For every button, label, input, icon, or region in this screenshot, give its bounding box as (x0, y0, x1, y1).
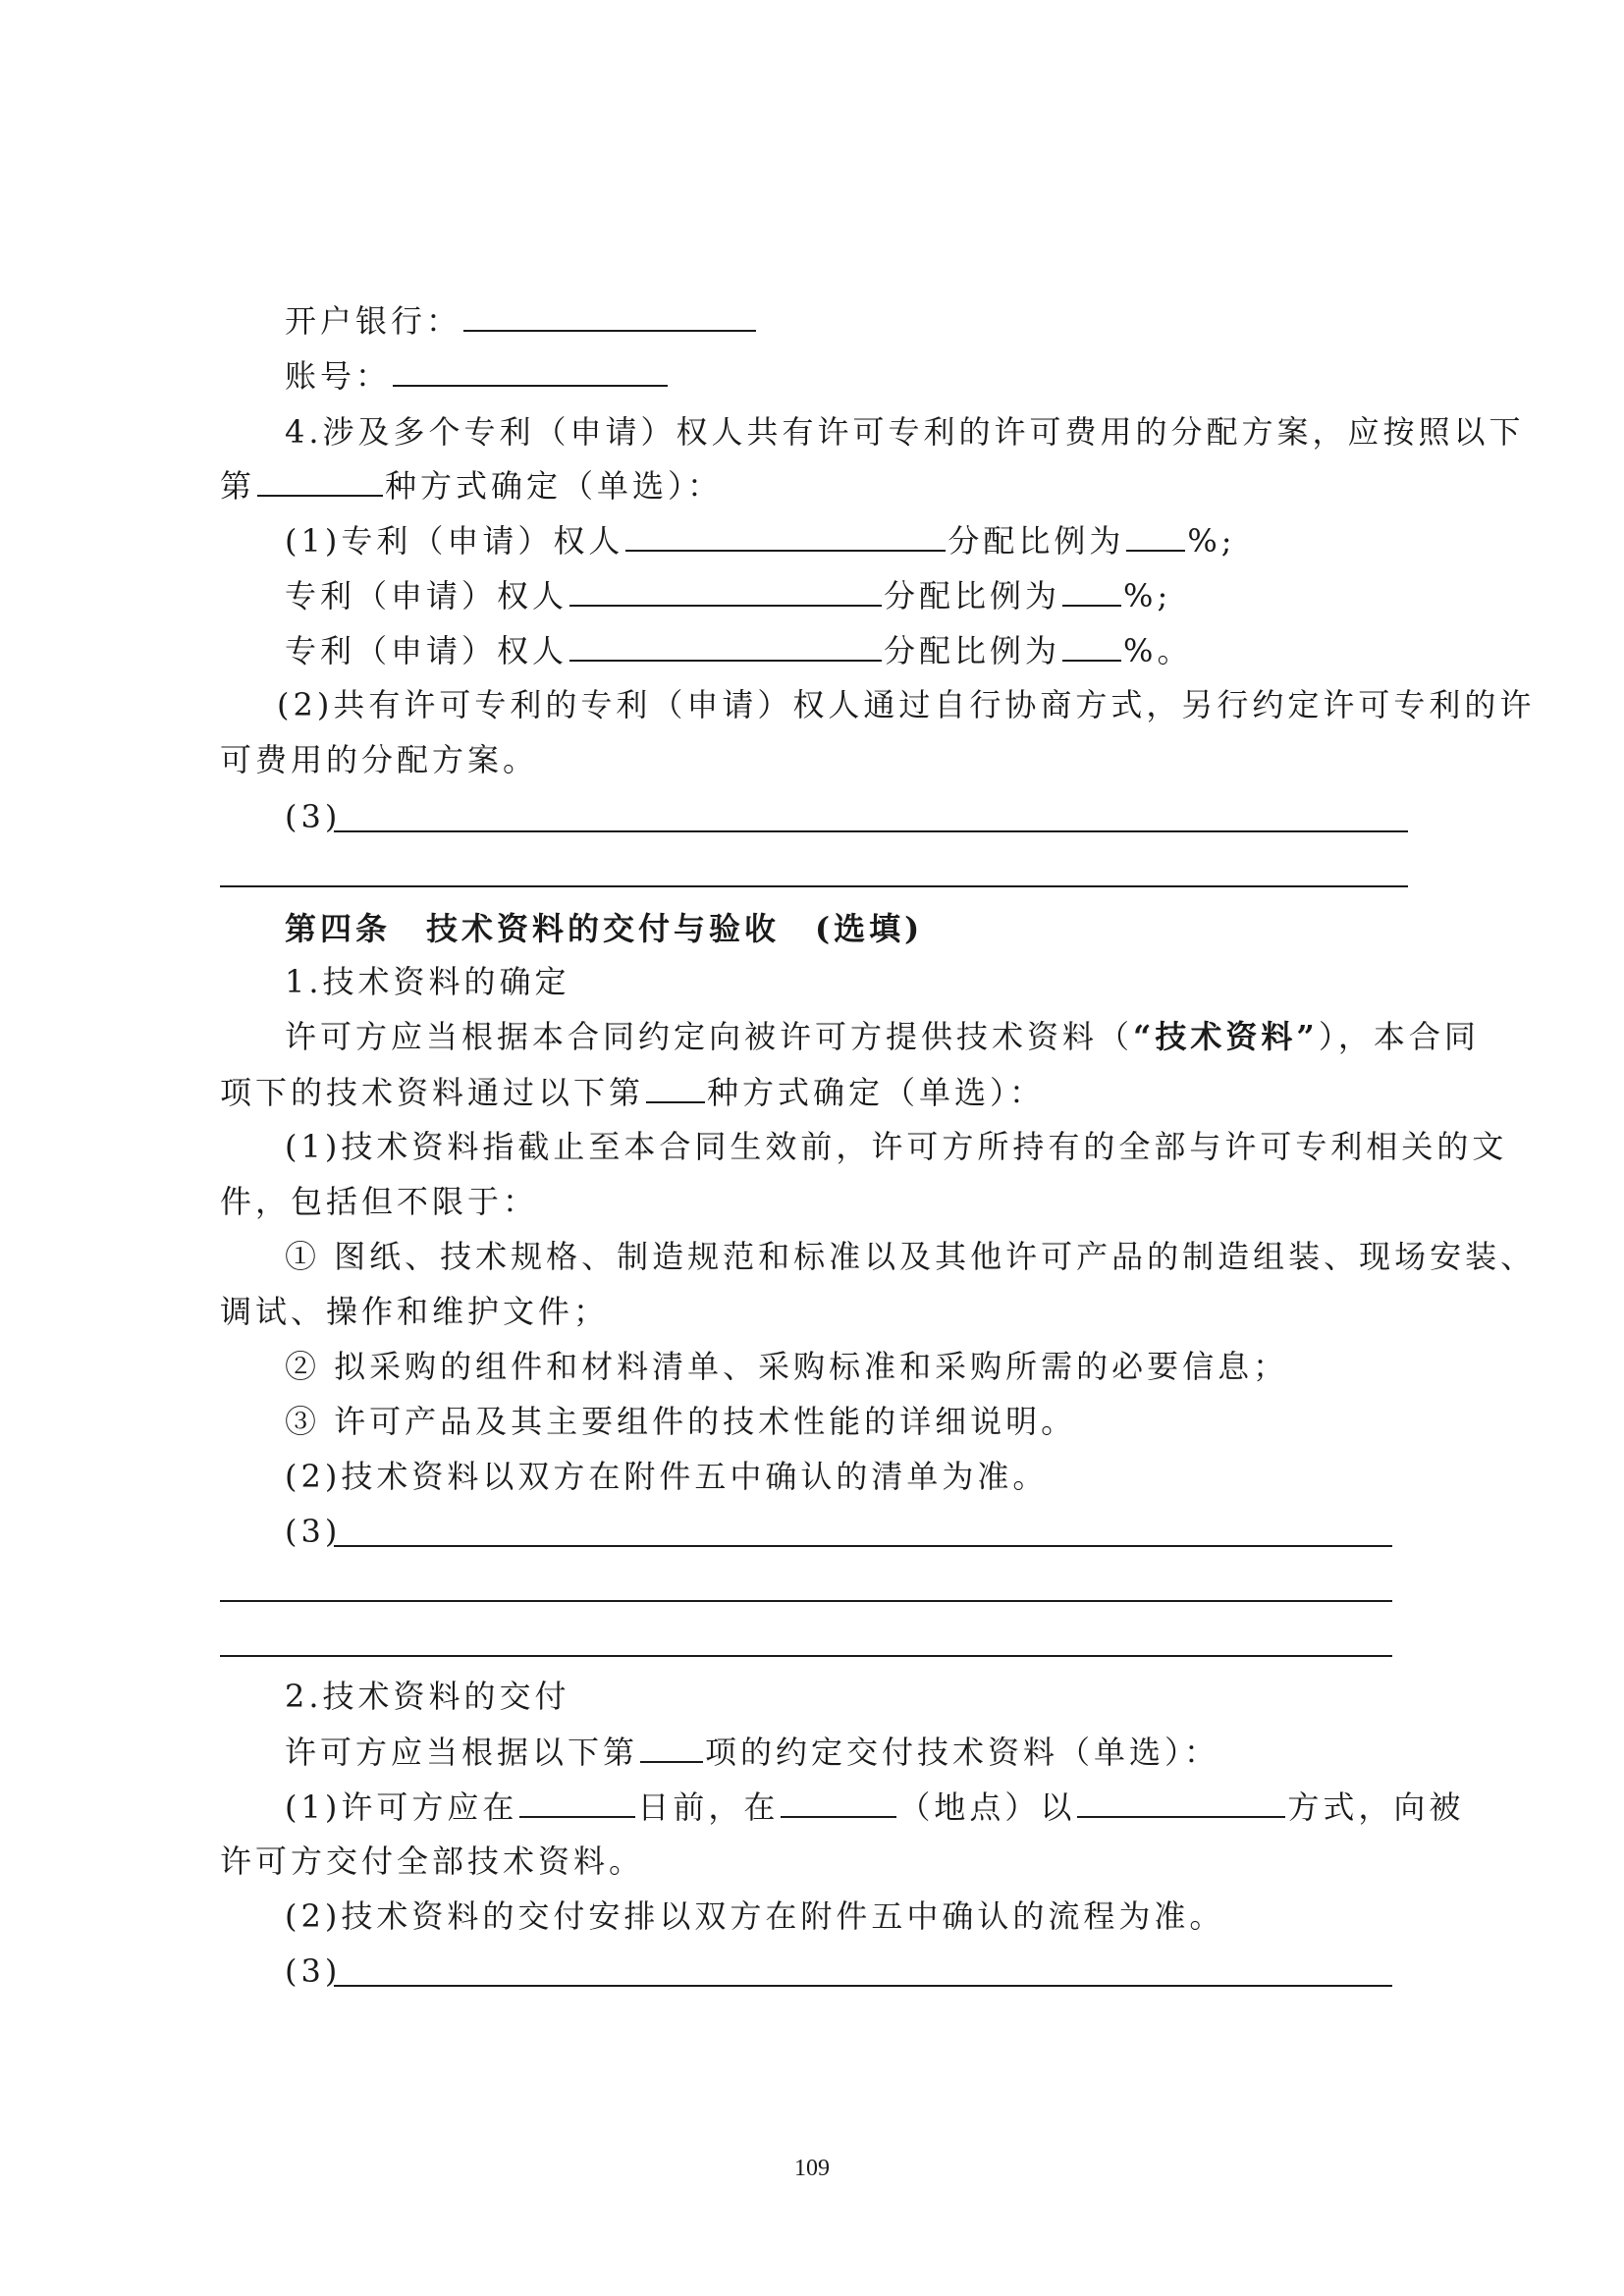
s2-place-blank (781, 1787, 896, 1818)
opt1-a-end: %; (1187, 522, 1236, 560)
s1-opt3-blank-3 (220, 1655, 1392, 1657)
section2-title: 2.技术资料的交付 (285, 1678, 570, 1715)
s2-opt1-line-a (285, 1787, 1464, 1827)
s1-opt3-blank-2 (220, 1600, 1392, 1602)
s2-method-blank (1077, 1787, 1285, 1818)
opt1-c-ratio-blank (1062, 630, 1121, 662)
opt1-b-mid: 分配比例为 (884, 577, 1061, 614)
s2-opt1-part2: 日前，在 (637, 1789, 780, 1826)
s1-p1-line-a (285, 1017, 1480, 1056)
opt1-line-c (285, 630, 1192, 670)
bank-blank (463, 300, 756, 332)
s2-opt3-label: (3) (285, 1952, 342, 1990)
s2-opt2: (2)技术资料的交付安排以双方在附件五中确认的流程为准。 (285, 1897, 1225, 1935)
bank-line (285, 300, 758, 341)
s2-opt1-part1: (1)许可方应在 (285, 1789, 518, 1826)
opt1-a-pre: (1)专利（申请）权人 (285, 522, 624, 560)
s2-opt1-part3: （地点）以 (898, 1789, 1076, 1826)
s2-opt1-part4: 方式，向被 (1287, 1789, 1465, 1826)
s1-p1-b-post: 种方式确定（单选）： (707, 1074, 1046, 1111)
opt1-a-holder-blank (625, 520, 946, 552)
article4-title: 第四条 技术资料的交付与验收 (选填) (285, 910, 924, 947)
opt1-a-mid: 分配比例为 (947, 522, 1125, 560)
opt1-line-b (285, 575, 1171, 615)
s1-p1-a-pre: 许可方应当根据本合同约定向被许可方提供技术资料（ (285, 1018, 1134, 1055)
opt1-a-ratio-blank (1126, 520, 1185, 552)
s1-opt1-line-a: (1)技术资料指截止至本合同生效前，许可方所持有的全部与许可专利相关的文 (285, 1128, 1508, 1165)
opt2-line-b: 可费用的分配方案。 (220, 741, 539, 778)
opt1-c-end: %。 (1123, 632, 1193, 669)
section1-title: 1.技术资料的确定 (285, 963, 570, 1000)
opt1-b-holder-blank (569, 575, 882, 607)
item4-line-b (220, 465, 723, 506)
s2-opt3-blank (334, 1985, 1392, 1987)
s1-clause1-line-b: 调试、操作和维护文件； (220, 1293, 610, 1330)
s2-p1-pre: 许可方应当根据以下第 (285, 1734, 639, 1771)
opt3-label: (3) (285, 798, 342, 835)
item4-line-a: 4.涉及多个专利（申请）权人共有许可专利的许可费用的分配方案，应按照以下 (285, 413, 1525, 451)
opt1-c-pre: 专利（申请）权人 (285, 632, 568, 669)
s1-p1-line-b (220, 1072, 1045, 1112)
s1-p1-defined-term: “技术资料” (1133, 1018, 1319, 1055)
opt1-b-end: %; (1123, 577, 1172, 614)
opt2-line-a: (2)共有许可专利的专利（申请）权人通过自行协商方式，另行约定许可专利的许 (277, 686, 1536, 723)
opt1-line-a (285, 520, 1236, 561)
s1-opt3-line (285, 1512, 341, 1551)
s1-clause1-line-a: ① 图纸、技术规格、制造规范和标准以及其他许可产品的制造组装、现场安装、 (285, 1238, 1537, 1275)
s1-p1-a-post: ），本合同 (1318, 1018, 1480, 1055)
opt1-c-mid: 分配比例为 (884, 632, 1061, 669)
opt3-blank (334, 830, 1408, 832)
s1-opt3-label: (3) (285, 1513, 342, 1550)
opt3-blank-continued (220, 885, 1408, 887)
bank-label: 开户银行： (285, 302, 462, 340)
account-line (285, 355, 670, 396)
s1-method-blank (646, 1072, 705, 1103)
page-number: 109 (794, 2156, 830, 2181)
s2-p1-line (285, 1732, 1219, 1772)
s2-date-blank (519, 1787, 635, 1818)
opt1-b-pre: 专利（申请）权人 (285, 577, 568, 614)
item4-b-post: 种方式确定（单选）： (385, 467, 724, 505)
s1-opt2: (2)技术资料以双方在附件五中确认的清单为准。 (285, 1458, 1049, 1495)
account-blank (393, 355, 668, 387)
account-label: 账号： (285, 357, 392, 395)
item4-b-pre: 第 (220, 467, 256, 505)
s2-opt3-line (285, 1951, 341, 1991)
opt1-c-holder-blank (569, 630, 882, 662)
s2-opt1-line-b: 许可方交付全部技术资料。 (220, 1842, 645, 1880)
opt3-line (285, 797, 341, 836)
s1-opt1-line-b: 件，包括但不限于： (220, 1183, 539, 1220)
s1-p1-b-pre: 项下的技术资料通过以下第 (220, 1074, 645, 1111)
opt1-b-ratio-blank (1062, 575, 1121, 607)
s1-clause2: ② 拟采购的组件和材料清单、采购标准和采购所需的必要信息； (285, 1348, 1289, 1385)
s2-p1-post: 项的约定交付技术资料（单选）： (705, 1734, 1220, 1771)
s1-opt3-blank (334, 1545, 1392, 1547)
s1-clause3: ③ 许可产品及其主要组件的技术性能的详细说明。 (285, 1403, 1077, 1440)
item4-method-blank (257, 465, 383, 497)
s2-item-blank (640, 1732, 703, 1763)
